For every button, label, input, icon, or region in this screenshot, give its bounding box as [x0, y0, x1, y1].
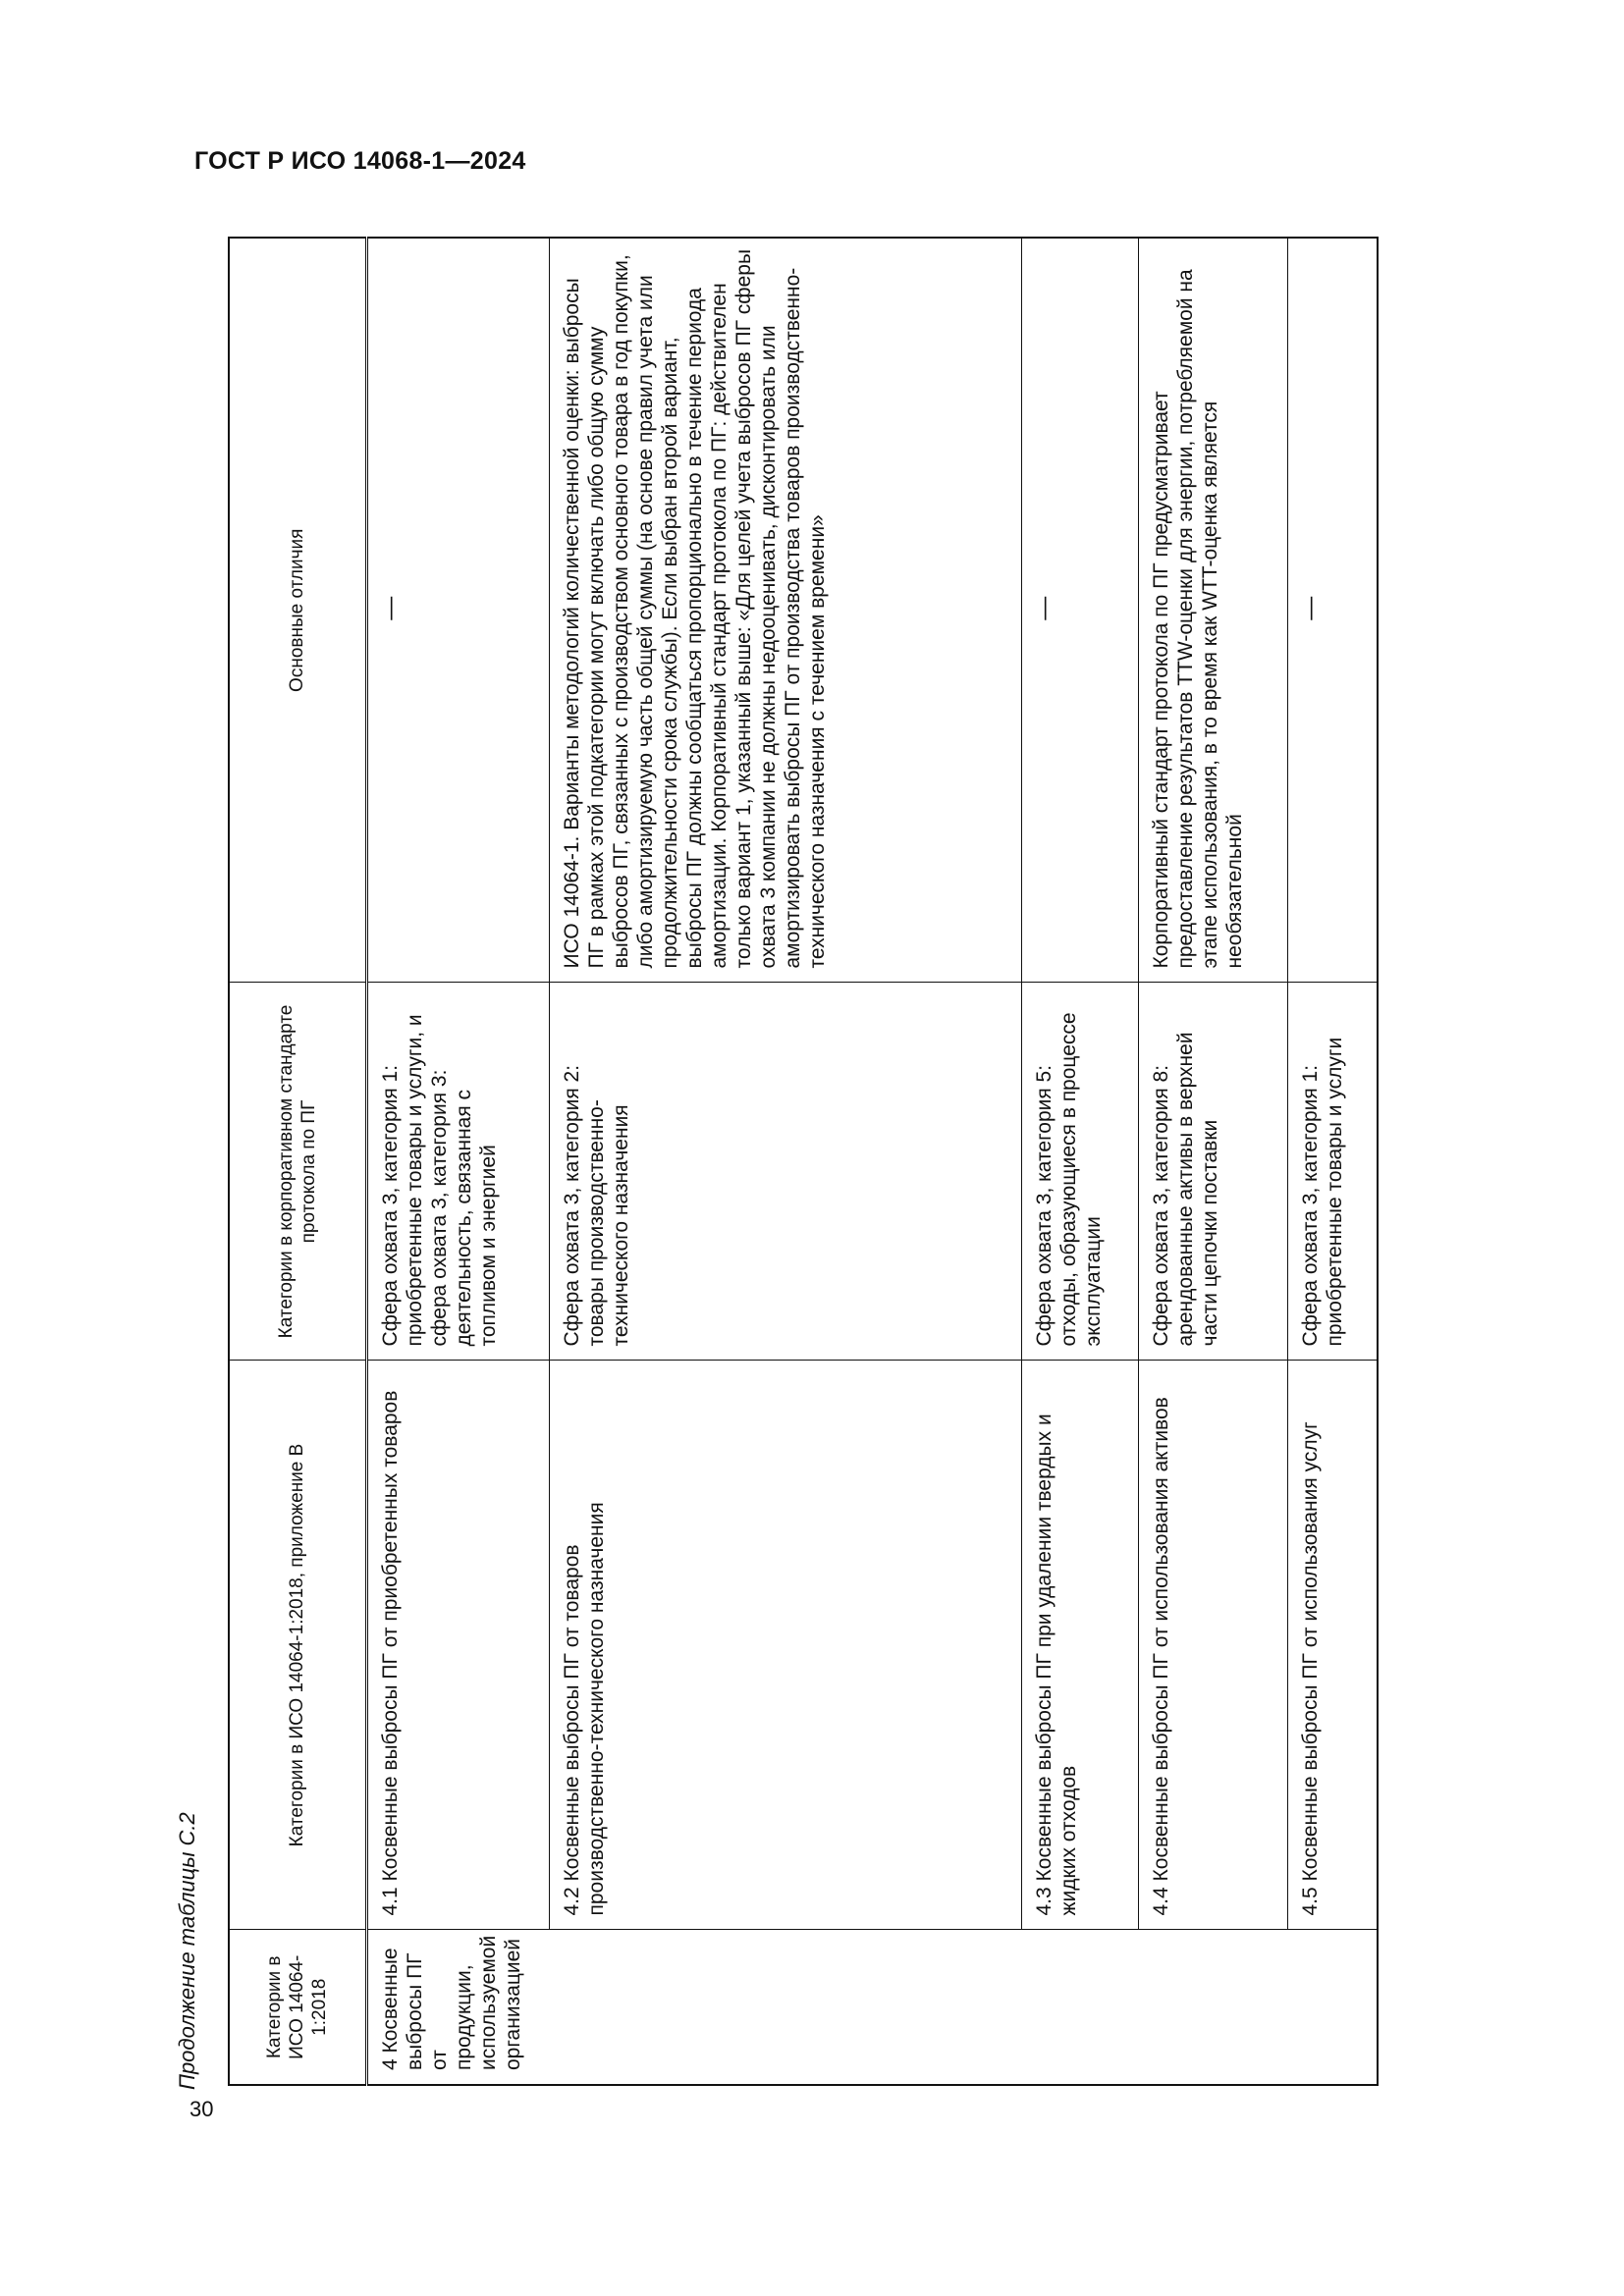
differences-cell: —	[1288, 238, 1378, 983]
protocol-category-cell: Сфера охвата 3, категория 8: арендованные активы в верхней части цепочки поставки	[1139, 983, 1288, 1361]
rotated-table-block	[175, 225, 1392, 2090]
page-number: 30	[189, 2097, 214, 2121]
differences-cell: —	[366, 238, 549, 983]
table-row	[366, 238, 549, 2085]
annex-category-cell: 4.5 Косвенные выбросы ПГ от использования услуг	[1288, 1361, 1378, 1930]
column-header-protocol-categories: Категории в корпоративном стандарте протокола по ПГ	[229, 983, 366, 1361]
protocol-category-cell: Сфера охвата 3, категория 1: приобретенные товары и услуги, и сфера охвата 3, категория 3: деятельность, связанная с топливом и энергией	[366, 983, 549, 1361]
annex-category-cell: 4.3 Косвенные выбросы ПГ при удалении твердых и жидких отходов	[1021, 1361, 1139, 1930]
column-header-iso-categories: Категории в ИСО 14064-1:2018	[229, 1930, 366, 2085]
annex-category-cell: 4.2 Косвенные выбросы ПГ от товаров производственно-технического назначения	[549, 1361, 1021, 1930]
group-category-cell: 4 Косвенные выбросы ПГ от продукции, используемой организацией	[366, 1930, 1378, 2085]
annex-category-cell: 4.1 Косвенные выбросы ПГ от приобретенных товаров	[366, 1361, 549, 1930]
differences-cell: Корпоративный стандарт протокола по ПГ предусматривает предоставление результатов TTW-оценки для энергии, потребляемой на этапе использования, в то время как WTT-оценка является необязательной	[1139, 238, 1288, 983]
annex-category-cell: 4.4 Косвенные выбросы ПГ от использования активов	[1139, 1361, 1288, 1930]
differences-cell: ИСО 14064-1. Варианты методологий количественной оценки: выбросы ПГ в рамках этой подкатегории могут включать либо общую сумму выбросов ПГ, связанных с производством основного товара в год покупки, либо амортизируемую часть общей суммы (на основе правил учета или продолжительности срока службы). Если выбран второй вариант, выбросы ПГ должны сообщаться пропорционально в течение периода амортизации. Корпоративный стандарт протокола по ПГ: действителен только вариант 1, указанный выше: «Для целей учета выбросов ПГ сферы охвата 3 компании не должны недооценивать, дисконтировать или амортизировать выбросы ПГ от производства товаров производственно-технического назначения с течением времени»	[549, 238, 1021, 983]
column-header-main-differences: Основные отличия	[229, 238, 366, 983]
table-row	[549, 238, 1021, 2085]
comparison-table	[228, 237, 1379, 2086]
column-header-annex-b-categories: Категории в ИСО 14064-1:2018, приложение В	[229, 1361, 366, 1930]
protocol-category-cell: Сфера охвата 3, категория 1: приобретенные товары и услуги	[1288, 983, 1378, 1361]
table-row	[1139, 238, 1288, 2085]
protocol-category-cell: Сфера охвата 3, категория 5: отходы, образующиеся в процессе эксплуатации	[1021, 983, 1139, 1361]
document-header-title: ГОСТ Р ИСО 14068-1—2024	[194, 147, 526, 175]
protocol-category-cell: Сфера охвата 3, категория 2: товары производственно-технического назначения	[549, 983, 1021, 1361]
table-caption: Продолжение таблицы С.2	[175, 1812, 199, 2090]
table-row	[1288, 238, 1378, 2085]
differences-cell: —	[1021, 238, 1139, 983]
table-row	[1021, 238, 1139, 2085]
table-header-row	[229, 238, 366, 2085]
